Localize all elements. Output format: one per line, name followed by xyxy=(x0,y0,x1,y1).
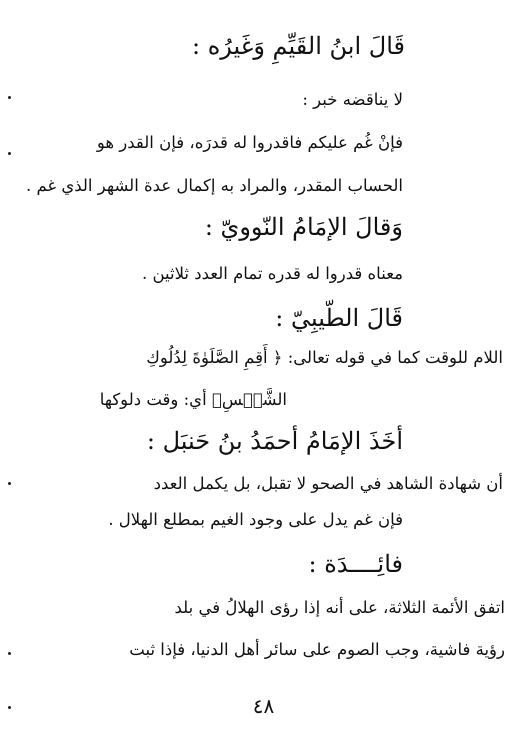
heading-benefit: فائِــــدَة : xyxy=(308,550,403,578)
text-line: معناه قدروا له قدره تمام العدد ثلاثين . xyxy=(141,264,403,283)
heading-al-nawawi: وَقالَ الإمَامُ النّوويّ : xyxy=(204,213,403,241)
text-line-quran: الشَّمۡسِ﴾ أي: وقت دلوكها xyxy=(99,390,287,409)
margin-mark xyxy=(8,482,11,485)
text-line: الحساب المقدر، والمراد به إكمال عدة الشهر الذي غم . xyxy=(25,176,403,195)
text-line: فإنْ غُم عليكم فاقدروا له قدرَه، فإن القدر هو xyxy=(96,133,403,152)
heading-ibn-al-qayyim: قَالَ ابنُ القَيِّمِ وَغَيرُه : xyxy=(192,32,405,60)
text-line: رؤية فاشية، وجب الصوم على سائر أهل الدنيا، فإذا ثبت xyxy=(129,640,505,659)
heading-al-tibi: قَالَ الطّيبِيّ : xyxy=(275,304,403,332)
margin-mark xyxy=(8,706,11,709)
margin-mark xyxy=(8,96,11,99)
margin-mark xyxy=(8,652,11,655)
text-line: فإن غم يدل على وجود الغيم بمطلع الهلال . xyxy=(108,510,403,529)
page-number: ٤٨ xyxy=(252,694,275,718)
text-line: أن شهادة الشاهد في الصحو لا تقبل، بل يكمل العدد xyxy=(153,474,503,493)
margin-mark xyxy=(8,152,11,155)
text-line: لا يناقضه خبر : xyxy=(302,90,403,109)
text-line: اتفق الأئمة الثلاثة، على أنه إذا رؤى الهلالُ في بلد xyxy=(174,598,505,617)
text-line-quran: اللام للوقت كما في قوله تعالى: ﴿ أَقِمِ الصَّلَوٰةَ لِدُلُوكِ xyxy=(146,348,503,367)
heading-ahmad-ibn-hanbal: أخَذَ الإمَامُ أحمَدُ بنُ حَنبَل : xyxy=(146,427,403,455)
